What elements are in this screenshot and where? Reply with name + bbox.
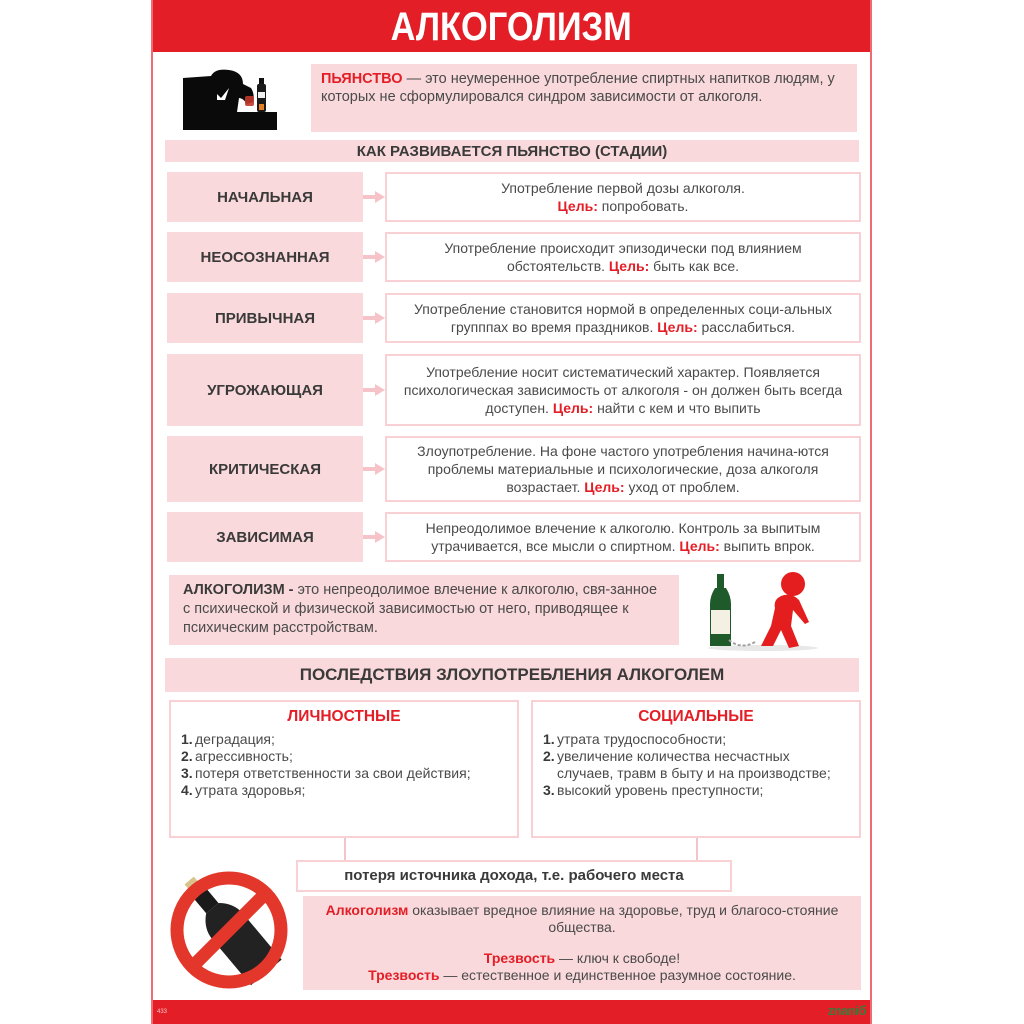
stage-label-habitual: ПРИВЫЧНАЯ [167,293,363,343]
prohibited-bottle-sign-icon [165,862,293,994]
list-item: 1. утрата трудоспособности; [543,731,727,747]
drunkenness-definition [311,64,857,132]
stage-desc-critical: Злоупотребление. На фоне частого употребления начина-ются проблемы материальные и психологические, доза алкоголя возрастает. Цель: уход от проблем. [385,436,861,502]
arrow-right-icon [363,531,385,543]
social-consequences-title: СОЦИАЛЬНЫЕ [638,708,754,725]
list-item: 3. высокий уровень преступности; [543,782,764,798]
alcoholism-text: это непреодолимое влечение к алкоголю, свя-занное с психической и физической зависимостью от него, приводящее к психическим расстройствам. [183,582,658,636]
social-consequences [531,700,861,838]
common-consequence: потеря источника дохода, т.е. рабочего места [296,860,732,892]
drunkenness-text: — это неумеренное употребление спиртных напитков людям, у которых не сформулировался синдром зависимости от алкоголя. [321,71,835,105]
arrow-right-icon [363,463,385,475]
personal-consequences [169,700,519,838]
stage-desc-threatening: Употребление носит систематический характер. Появляется психологическая зависимость от алкоголя - он должен быть всегда доступен. Цель: найти с кем и что выпить [385,354,861,426]
brand-logo: znaniб [827,1003,866,1018]
list-item: 3. потеря ответственности за свои действия; [181,765,471,781]
stages-title: КАК РАЗВИВАЕТСЯ ПЬЯНСТВО (СТАДИИ) [165,140,859,162]
stage-desc-initial: Употребление первой дозы алкоголя. Цель: попробовать. [385,172,861,222]
arrow-right-icon [363,312,385,324]
poster [151,0,872,1024]
stage-label-unconscious: НЕОСОЗНАННАЯ [167,232,363,282]
alcoholism-definition [169,575,679,645]
stage-desc-unconscious: Употребление происходит эпизодически под влиянием обстоятельств. Цель: быть как все. [385,232,861,282]
connector-line [344,838,346,860]
poster-title: АЛКОГОЛИЗМ [390,5,633,49]
person-with-bottle-silhouette-icon [181,68,277,132]
poster-header [153,0,870,52]
personal-consequences-title: ЛИЧНОСТНЫЕ [287,708,401,725]
stage-label-initial: НАЧАЛЬНАЯ [167,172,363,222]
stage-label-dependent: ЗАВИСИМАЯ [167,512,363,562]
social-consequences-list [543,731,849,799]
stage-label-threatening: УГРОЖАЮЩАЯ [167,354,363,426]
drunkenness-term: ПЬЯНСТВО [321,71,403,87]
stage-desc-dependent: Непреодолимое влечение к алкоголю. Контроль за выпитым утрачивается, все мысли о спиртном. Цель: выпить впрок. [385,512,861,562]
list-item: 2. агрессивность; [181,748,293,764]
arrow-right-icon [363,251,385,263]
list-item: 4. утрата здоровья; [181,782,306,798]
stage-desc-habitual: Употребление становится нормой в определенных соци-альных групппах во время праздников. Цель: расслабиться. [385,293,861,343]
poster-number: 433 [157,1009,168,1015]
personal-consequences-list [181,731,507,799]
arrow-right-icon [363,384,385,396]
list-item: 1. деградация; [181,731,275,747]
conclusion: Алкоголизм оказывает вредное влияние на здоровье, труд и благосо-стояние общества. Трезвость — ключ к свободе! Трезвость — естественное и единственное разумное состояние. [303,896,861,990]
alcoholism-term: АЛКОГОЛИЗМ - [183,582,294,598]
stage-label-critical: КРИТИЧЕСКАЯ [167,436,363,502]
consequences-title: ПОСЛЕДСТВИЯ ЗЛОУПОТРЕБЛЕНИЯ АЛКОГОЛЕМ [165,658,859,692]
connector-line [696,838,698,860]
arrow-right-icon [363,191,385,203]
red-figure-chained-to-bottle-icon [693,570,823,652]
poster-footer [153,1000,870,1024]
list-item: 2. увеличение количества несчастных случаев, травм в быту и на производстве; [543,748,831,781]
